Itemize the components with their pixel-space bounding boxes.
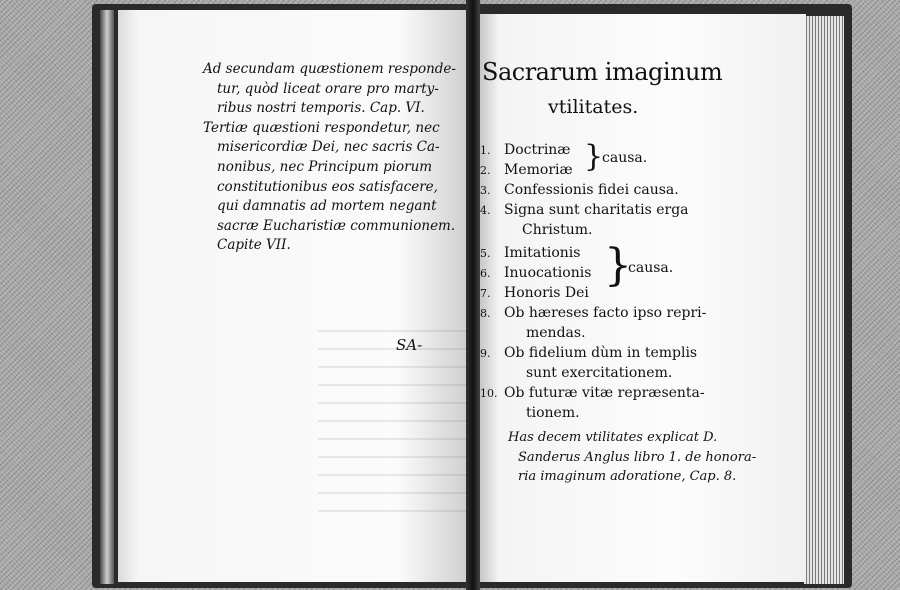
text-line: sacræ Eucharistiæ communionem. <box>217 217 456 234</box>
footnote-line: Has decem vtilitates explicat D. <box>508 430 718 445</box>
item-text: Doctrinæ <box>504 142 571 158</box>
item-number: 5. <box>480 247 491 260</box>
text-line: constitutionibus eos satisfacere, <box>217 178 438 195</box>
item-text: Honoris Dei <box>504 285 589 301</box>
item-number: 1. <box>480 144 491 157</box>
page-title: Sacrarum imaginum <box>482 58 723 86</box>
brace-icon: } <box>584 139 604 174</box>
list-item <box>480 263 591 284</box>
footnote <box>508 428 798 487</box>
footnote-line: ria imaginum adoratione, Cap. 8. <box>518 469 737 484</box>
item-number: 8. <box>480 307 491 320</box>
text-line: ribus nostri temporis. Cap. VI. <box>217 100 425 117</box>
text-line: misericordiæ Dei, nec sacris Ca- <box>217 139 440 156</box>
item-text: sunt exercitationem. <box>526 365 673 381</box>
item-text: Memoriæ <box>504 162 573 178</box>
list-item <box>480 200 689 221</box>
brace-label: causa. <box>602 150 648 166</box>
item-text: Christum. <box>522 222 593 238</box>
catchword: SA- <box>396 336 423 354</box>
left-page-text <box>203 60 456 256</box>
footnote-line: Sanderus Anglus libro 1. de honora- <box>518 449 757 465</box>
item-text: Confessionis fidei causa. <box>504 182 679 198</box>
item-number: 6. <box>480 267 491 280</box>
item-number: 9. <box>480 347 491 360</box>
text-line: tur, quòd liceat orare pro marty- <box>217 80 439 97</box>
item-text: Signa sunt charitatis erga <box>504 202 689 218</box>
item-text: mendas. <box>526 325 586 341</box>
book-gutter <box>466 0 480 590</box>
item-text: Inuocationis <box>504 265 592 281</box>
right-page-stack <box>804 16 844 584</box>
text-line: Tertiæ quæstioni respondetur, nec <box>203 119 440 136</box>
item-number: 4. <box>480 204 491 217</box>
text-line: Ad secundam quæstionem responde- <box>203 61 456 77</box>
brace-icon: } <box>604 240 632 291</box>
item-text: Ob futuræ vitæ repræsenta- <box>504 385 705 401</box>
list-item-continuation <box>522 220 592 240</box>
brace-label: causa. <box>628 260 674 276</box>
list-item <box>480 243 580 264</box>
left-page-edge <box>100 10 114 584</box>
page-subtitle: vtilitates. <box>548 96 639 118</box>
item-number: 10. <box>480 387 498 400</box>
list-item-continuation <box>526 323 586 343</box>
list-item-continuation <box>526 363 672 383</box>
list-item <box>480 160 573 181</box>
item-text: Imitationis <box>504 245 581 261</box>
text-line: qui damnatis ad mortem negant <box>217 198 437 215</box>
list-item <box>480 343 697 364</box>
list-item <box>480 303 706 324</box>
item-text: Ob fidelium dùm in templis <box>504 345 698 361</box>
list-item <box>480 283 589 304</box>
item-number: 2. <box>480 164 491 177</box>
item-number: 3. <box>480 184 491 197</box>
item-number: 7. <box>480 287 491 300</box>
text-line: nonibus, nec Principum piorum <box>217 158 433 175</box>
text-line: Capite VII. <box>217 237 291 254</box>
item-text: tionem. <box>526 405 580 421</box>
list-item <box>480 383 705 404</box>
list-item-continuation <box>526 403 580 423</box>
item-text: Ob hæreses facto ipso repri- <box>504 305 707 321</box>
list-item <box>480 180 679 201</box>
list-item <box>480 140 570 161</box>
